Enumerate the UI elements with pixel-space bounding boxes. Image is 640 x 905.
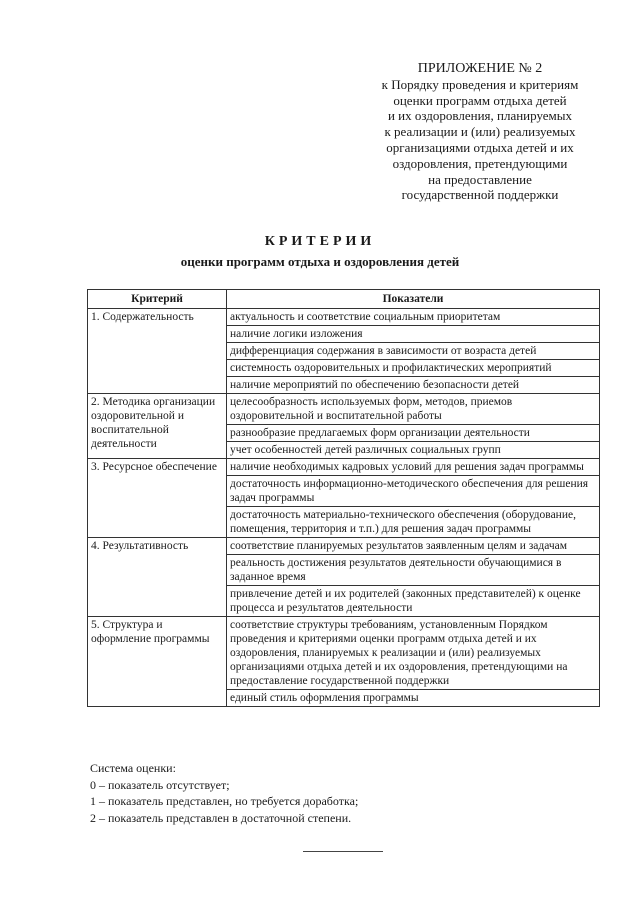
table-row [88,538,600,555]
document-subtitle: оценки программ отдыха и оздоровления детей [180,254,460,269]
indicator-cell: дифференциация содержания в зависимости от возраста детей [227,343,600,360]
scoring-item: 0 – показатель отсутствует; [90,777,230,792]
appendix-line: и их оздоровления, планируемых [387,108,573,124]
criterion-cell: 5. Структура и оформление программы [88,617,227,707]
column-header-criterion: Критерий [88,290,227,309]
appendix-line: оценки программ отдыха детей [393,92,567,108]
criterion-cell: 4. Результативность [88,538,227,617]
scoring-item: 2 – показатель представлен в достаточной степени. [90,810,352,825]
indicator-cell: наличие логики изложения [227,326,600,343]
indicator-cell: достаточность информационно-методического обеспечения для решения задач программы [227,476,600,507]
appendix-line: организациями отдыха детей и их [386,139,574,155]
appendix-line: к реализации и (или) реализуемых [384,124,576,140]
table-row [88,617,600,690]
indicator-cell: разнообразие предлагаемых форм организации деятельности [227,425,600,442]
appendix-title: ПРИЛОЖЕНИЕ № 2 [417,61,543,76]
table-row [88,309,600,326]
footer-divider [303,851,383,852]
indicator-cell: достаточность материально-технического обеспечения (оборудование, помещения, территория и т.п.) для решения задач программы [227,507,600,538]
scoring-item: 1 – показатель представлен, но требуется доработка; [90,794,359,808]
criterion-cell: 3. Ресурсное обеспечение [88,459,227,538]
indicator-cell: наличие мероприятий по обеспечению безопасности детей [227,377,600,394]
indicator-cell: соответствие структуры требованиям, установленным Порядком проведения и критериями оценки программ отдыха детей и их оздоровления, планируемых к реализации и (или) реализуемых организациями отдыха детей и их оздоровления, претендующими на предоставление государственной поддержки [227,617,600,690]
indicator-cell: целесообразность используемых форм, методов, приемов оздоровительной и воспитательной работы [227,394,600,425]
criterion-cell: 2. Методика организации оздоровительной и воспитательной деятельности [88,394,227,459]
indicator-cell: соответствие планируемых результатов заявленным целям и задачам [227,538,600,555]
indicator-cell: наличие необходимых кадровых условий для решения задач программы [227,459,600,476]
appendix-line: на предоставление [428,171,532,187]
scoring-system [90,760,358,826]
indicator-cell: единый стиль оформления программы [227,690,600,707]
criterion-cell: 1. Содержательность [88,309,227,394]
table-row [88,394,600,425]
indicator-cell: привлечение детей и их родителей (законных представителей) к оценке процесса и результатов деятельности [227,586,600,617]
appendix-line: оздоровления, претендующими [392,155,568,171]
scoring-heading: Система оценки: [90,761,176,775]
table-header-row [88,290,600,309]
indicator-cell: системность оздоровительных и профилактических мероприятий [227,360,600,377]
column-header-indicators: Показатели [227,290,600,309]
appendix-line: государственной поддержки [401,187,559,203]
appendix-line: к Порядку проведения и критериям [381,76,579,92]
document-title: КРИТЕРИИ [264,234,376,249]
criteria-table [87,289,600,707]
indicator-cell: актуальность и соответствие социальным приоритетам [227,309,600,326]
appendix-header [355,61,605,203]
indicator-cell: реальность достижения результатов деятельности обучающимися в заданное время [227,555,600,586]
indicator-cell: учет особенностей детей различных социальных групп [227,442,600,459]
table-row [88,459,600,476]
